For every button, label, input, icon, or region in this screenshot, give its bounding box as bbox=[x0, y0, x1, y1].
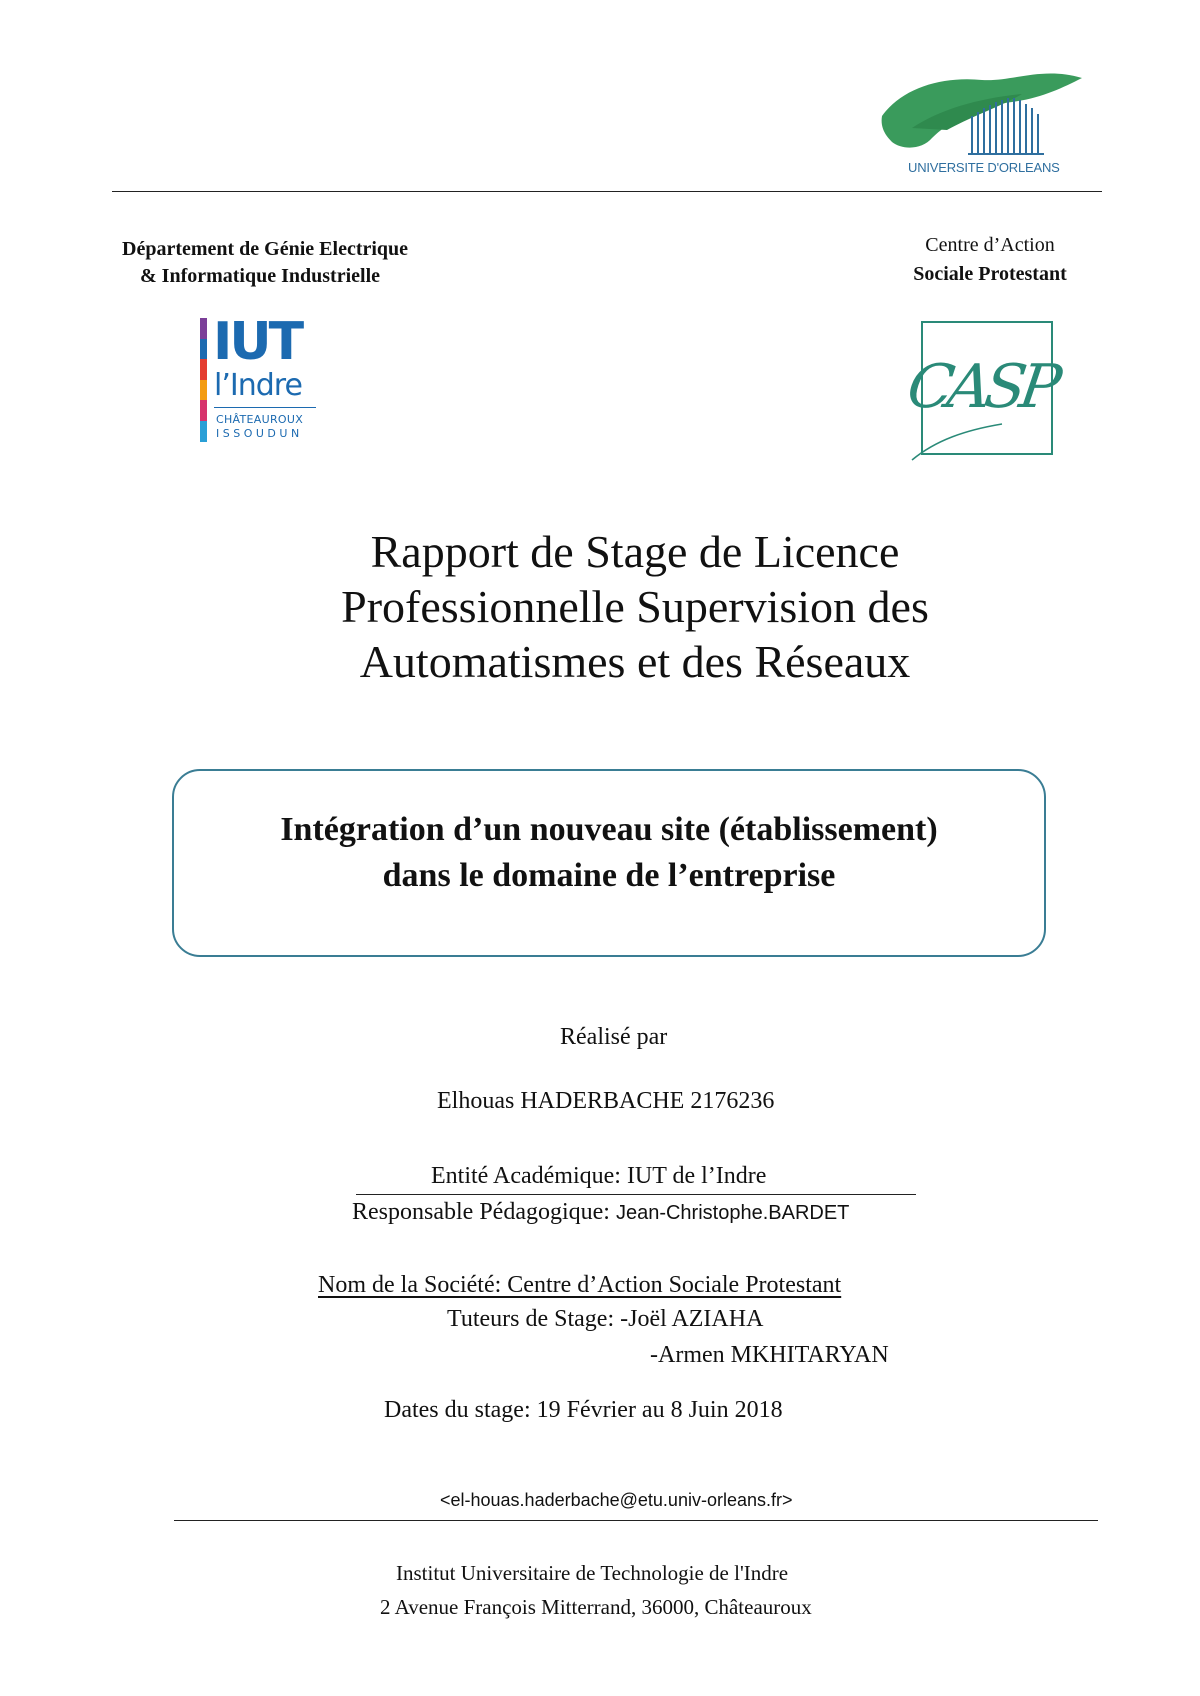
report-title bbox=[240, 524, 1030, 689]
department-line-2: & Informatique Industrielle bbox=[140, 265, 380, 287]
company-name bbox=[880, 231, 1100, 289]
institute-address: 2 Avenue François Mitterrand, 36000, Châteauroux bbox=[380, 1595, 812, 1619]
realise-par-label: Réalisé par bbox=[560, 1024, 668, 1050]
academic-entity: Entité Académique: IUT de l’Indre bbox=[431, 1163, 767, 1189]
iut-logo-separator bbox=[214, 407, 316, 408]
pedagogical-supervisor bbox=[352, 1199, 849, 1226]
subject-line-2: dans le domaine de l’entreprise bbox=[382, 857, 836, 894]
university-logo-text: UNIVERSITE D'ORLEANS bbox=[908, 160, 1060, 175]
company-line: Nom de la Société: Centre d’Action Sociale Protestant bbox=[318, 1272, 842, 1298]
department-name bbox=[122, 236, 522, 290]
iut-logo-color-bars bbox=[200, 318, 207, 442]
iut-logo-word: IUT bbox=[213, 312, 302, 372]
report-title-line-1: Rapport de Stage de Licence bbox=[370, 526, 900, 577]
report-title-line-2: Professionnelle Supervision des bbox=[341, 581, 929, 632]
iut-logo-city-2: ISSOUDUN bbox=[216, 427, 303, 440]
header-divider bbox=[112, 191, 1102, 192]
internship-tutor-2: -Armen MKHITARYAN bbox=[650, 1342, 889, 1368]
student-name: Elhouas HADERBACHE 2176236 bbox=[437, 1088, 775, 1114]
iut-logo-city-1: CHÂTEAUROUX bbox=[216, 413, 304, 426]
student-email[interactable]: <el-houas.haderbache@etu.univ-orleans.fr> bbox=[440, 1490, 793, 1510]
internship-dates: Dates du stage: 19 Février au 8 Juin 2018 bbox=[384, 1397, 783, 1423]
subject-line-1: Intégration d’un nouveau site (établissement) bbox=[280, 811, 938, 848]
subject-box bbox=[172, 769, 1046, 957]
report-title-line-3: Automatismes et des Réseaux bbox=[359, 636, 911, 687]
university-logo-mark bbox=[872, 58, 1092, 162]
footer-divider bbox=[174, 1520, 1098, 1521]
pedagogical-supervisor-name: Jean-Christophe.BARDET bbox=[615, 1202, 850, 1224]
university-logo bbox=[872, 58, 1092, 186]
casp-logo bbox=[903, 320, 1066, 470]
department-line-1: Département de Génie Electrique bbox=[122, 238, 409, 260]
institute-name: Institut Universitaire de Technologie de l'Indre bbox=[396, 1561, 789, 1585]
company-line-1: Centre d’Action bbox=[925, 234, 1055, 256]
academic-entity-underline bbox=[356, 1194, 916, 1195]
iut-logo-name: l’Indre bbox=[214, 368, 302, 403]
pedagogical-supervisor-label: Responsable Pédagogique: bbox=[352, 1199, 616, 1225]
internship-tutors: Tuteurs de Stage: -Joël AZIAHA bbox=[447, 1306, 764, 1332]
iut-logo bbox=[200, 312, 330, 444]
company-line-2: Sociale Protestant bbox=[913, 263, 1067, 285]
subject-title bbox=[174, 807, 1044, 899]
casp-logo-text: CASP bbox=[903, 352, 1060, 422]
